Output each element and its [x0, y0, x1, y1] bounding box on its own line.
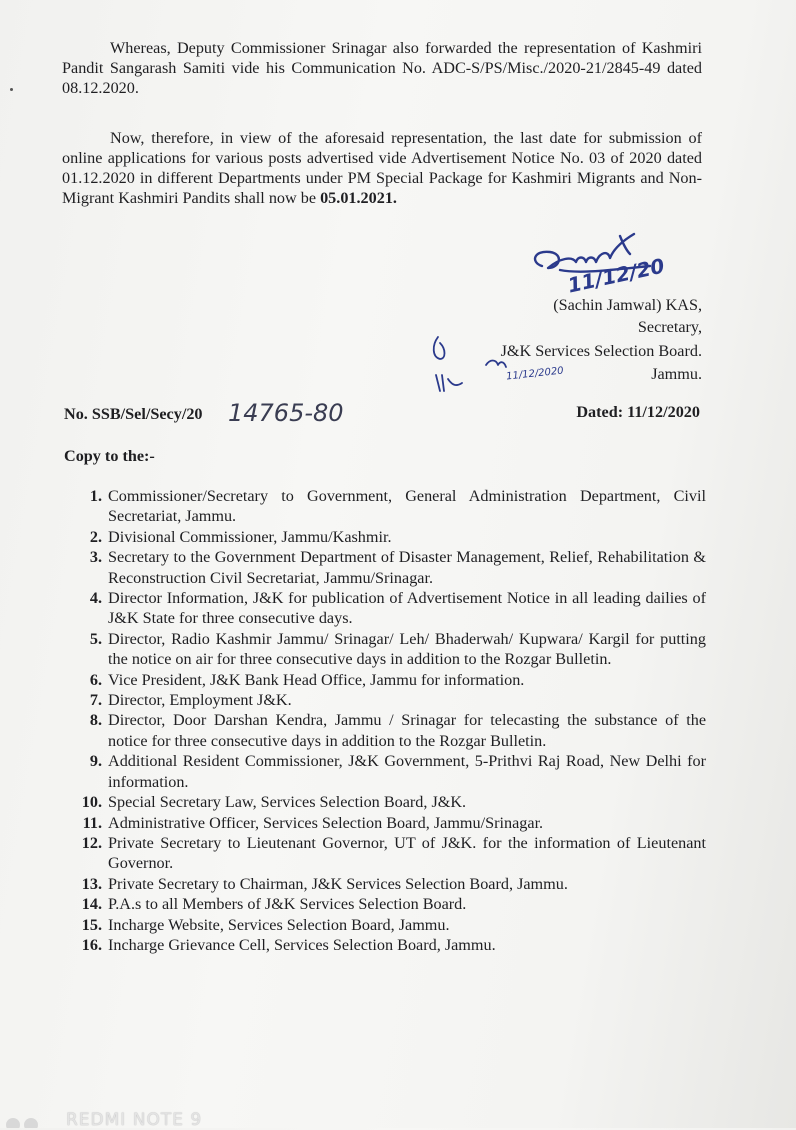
signatory-title: Secretary, — [637, 318, 702, 336]
list-item-number: 3. — [89, 548, 102, 567]
list-item — [74, 670, 706, 690]
list-item — [74, 629, 706, 670]
stamp-date-text: 11/12/2020 — [505, 365, 565, 383]
list-item — [74, 486, 706, 527]
list-item-text: Special Secretary Law, Services Selection Board, J&K. — [108, 793, 467, 812]
stray-ink-mark — [10, 88, 13, 91]
list-item-text: Director, Door Darshan Kendra, Jammu / Srinagar for telecasting the substance of the notice for three consecutive days in addition to the Rozgar Bulletin. — [108, 711, 706, 750]
list-item-text: Administrative Officer, Services Selection Board, Jammu/Srinagar. — [108, 813, 544, 832]
list-item — [74, 527, 706, 547]
list-item — [74, 935, 706, 955]
list-item — [74, 710, 706, 751]
list-item-number: 8. — [89, 711, 102, 730]
list-item-text: Additional Resident Commissioner, J&K Government, 5-Prithvi Raj Road, New Delhi for information. — [108, 752, 706, 791]
reference-number — [64, 405, 203, 424]
reference-date: Dated: 11/12/2020 — [576, 403, 700, 421]
list-item-number: 1. — [89, 487, 102, 505]
list-item-text: Director, Employment J&K. — [108, 691, 292, 710]
list-item — [74, 751, 706, 792]
copy-to-heading: Copy to the:- — [64, 447, 155, 465]
list-item-text: Divisional Commissioner, Jammu/Kashmir. — [108, 527, 392, 546]
list-item — [74, 813, 706, 833]
reference-prefix: No. SSB/Sel/Secy/20 — [64, 405, 203, 423]
list-item — [74, 792, 706, 812]
list-item-number: 16. — [81, 935, 102, 954]
list-item-text: Incharge Website, Services Selection Board, Jammu. — [108, 915, 450, 934]
handwritten-signature-icon — [520, 222, 670, 302]
new-last-date-period: . — [392, 189, 397, 207]
list-item-number: 2. — [89, 527, 102, 546]
list-item-number: 7. — [89, 691, 102, 710]
list-item-text: P.A.s to all Members of J&K Services Selection Board. — [108, 895, 467, 914]
list-item — [74, 874, 706, 894]
list-item — [74, 915, 706, 935]
paragraph-whereas — [62, 38, 702, 98]
list-item-text: Private Secretary to Lieutenant Governor, UT of J&K. for the information of Lieutenant Governor. — [108, 833, 706, 873]
signatory-name: (Sachin Jamwal) KAS, — [553, 296, 702, 314]
list-item-number: 6. — [89, 670, 102, 689]
list-item-text: Vice President, J&K Bank Head Office, Jammu for information. — [108, 670, 525, 689]
list-item-number: 5. — [89, 629, 102, 648]
list-item-number: 9. — [89, 752, 102, 771]
paragraph-now-therefore — [62, 128, 702, 208]
list-item-text: Commissioner/Secretary to Government, General Administration Department, Civil Secretariat, Jammu. — [108, 487, 706, 526]
list-item — [74, 690, 706, 710]
list-item-number: 13. — [81, 874, 102, 893]
initials-stamp-icon — [430, 335, 590, 395]
list-item — [74, 547, 706, 588]
list-item — [74, 588, 706, 629]
list-item-text: Private Secretary to Chairman, J&K Services Selection Board, Jammu. — [108, 874, 568, 893]
copy-to-list — [74, 486, 706, 955]
signatory-city: Jammu. — [651, 365, 702, 383]
list-item-number: 10. — [81, 793, 102, 812]
paragraph-now-therefore-text: Now, therefore, in view of the aforesaid representation, the last date for submission of online applications for various posts advertised vide Advertisement Notice No. 03 of 2020 dated 01.12.2020 in different Departments under PM Special Package for Kashmiri Migrants and Non-Migrant Kashmiri Pandits shall now be — [62, 129, 702, 207]
camera-watermark: REDMI NOTE 9 — [66, 1110, 203, 1130]
list-item-text: Director, Radio Kashmir Jammu/ Srinagar/ Leh/ Bhaderwah/ Kupwara/ Kargil for putting the notice on air for three consecutive days in addition to the Rozgar Bulletin. — [108, 629, 706, 669]
list-item-text: Director Information, J&K for publication of Advertisement Notice in all leading dailies of J&K State for three consecutive days. — [108, 589, 706, 628]
camera-dots-icon — [6, 1118, 20, 1128]
list-item — [74, 833, 706, 874]
list-item-number: 4. — [89, 589, 102, 608]
reference-range-text: 14765-80 — [228, 399, 344, 427]
list-item-number: 11. — [82, 813, 102, 832]
signature-date-text: 11/12/20 — [565, 253, 667, 298]
handwritten-reference-range — [226, 395, 376, 429]
signatory-organization: J&K Services Selection Board. — [500, 342, 702, 360]
list-item-number: 12. — [81, 833, 102, 852]
new-last-date: 05.01.2021 — [320, 189, 393, 207]
list-item-text: Secretary to the Government Department of Disaster Management, Relief, Rehabilitation & Reconstruction Civil Secretariat, Jammu/Srinagar. — [108, 548, 706, 587]
list-item — [74, 894, 706, 914]
list-item-number: 14. — [81, 895, 102, 914]
list-item-text: Incharge Grievance Cell, Services Selection Board, Jammu. — [108, 935, 496, 954]
list-item-number: 15. — [81, 915, 102, 934]
paragraph-whereas-text: Whereas, Deputy Commissioner Srinagar also forwarded the representation of Kashmiri Pandit Sangarash Samiti vide his Communication No. ADC-S/PS/Misc./2020-21/2845-49 dated 08.12.2020. — [62, 39, 702, 97]
